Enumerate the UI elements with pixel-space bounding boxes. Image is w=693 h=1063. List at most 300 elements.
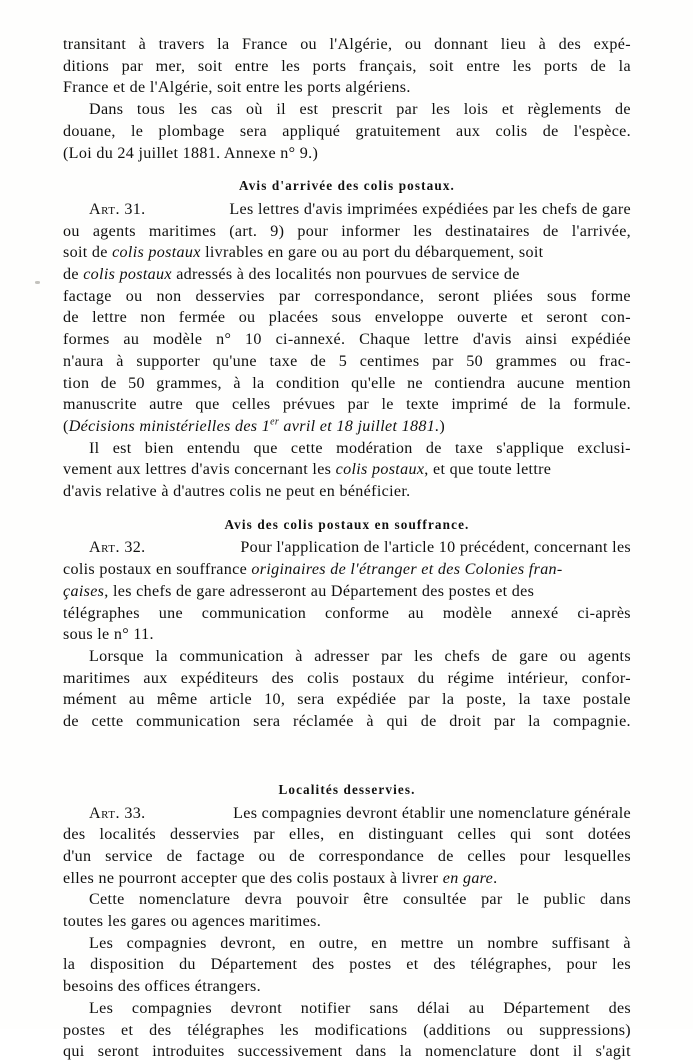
word: pliées — [493, 287, 533, 305]
word: entre — [234, 57, 269, 75]
article-label-group — [89, 537, 145, 559]
word: de — [63, 309, 79, 327]
text-line — [63, 846, 631, 868]
word: taxe — [269, 352, 298, 370]
word: par — [432, 352, 454, 370]
word: postaux — [352, 669, 405, 687]
word: délai — [417, 999, 451, 1017]
word: et — [501, 101, 515, 119]
word: cette — [91, 713, 124, 731]
article-31 — [63, 199, 631, 438]
text-line — [63, 624, 631, 646]
word: mettre — [400, 934, 444, 952]
spacer — [63, 503, 631, 514]
emphasis-colis-postaux: colis postaux — [335, 461, 425, 479]
text-line — [63, 199, 631, 221]
word: informer — [341, 222, 401, 240]
word: ou — [238, 309, 256, 327]
word: pouvoir — [296, 891, 349, 909]
text-line — [63, 911, 631, 933]
text-line — [63, 998, 631, 1020]
text-line — [63, 668, 631, 690]
word: qui — [63, 1043, 85, 1061]
word: à — [366, 713, 374, 731]
line-text: Les lettres d'avis imprimées expédiées par les chefs de gare — [229, 200, 631, 218]
word: correspondance — [318, 847, 425, 865]
word: grammes, — [156, 374, 222, 392]
word: article — [209, 691, 252, 709]
word: taxe — [454, 439, 484, 457]
word: nombre — [487, 934, 539, 952]
word: elles, — [289, 826, 325, 844]
word: expédiée — [336, 691, 397, 709]
word: consultée — [403, 891, 467, 909]
word: taxe — [542, 691, 571, 709]
word: gare — [519, 647, 549, 665]
article-number: 31. — [124, 200, 146, 218]
word: (additions — [423, 1021, 491, 1039]
word: desservies — [195, 287, 265, 305]
line-text: colis postaux en souffrance originaires de l'étranger et des Colonies fran- — [63, 561, 563, 579]
text-line — [63, 56, 631, 78]
word: et — [520, 309, 534, 327]
word: être — [363, 891, 389, 909]
word: de — [310, 352, 327, 370]
word: au — [123, 331, 140, 349]
word: du — [417, 669, 435, 687]
word: des — [271, 669, 294, 687]
word: expédiée — [571, 331, 631, 349]
word: introduites — [152, 1043, 225, 1061]
word: ditions — [63, 57, 110, 75]
word: ports — [312, 57, 347, 75]
word: soit — [197, 57, 223, 75]
word: colis — [307, 669, 340, 687]
word: dotées — [587, 826, 631, 844]
word: en — [371, 934, 388, 952]
word: du — [179, 956, 196, 974]
word: au — [408, 604, 424, 622]
word: factage — [63, 287, 112, 305]
text-line — [63, 603, 631, 625]
word: seront — [546, 309, 588, 327]
word: soit — [429, 57, 454, 75]
word: le — [516, 891, 530, 909]
word: de — [590, 57, 607, 75]
word: un — [457, 934, 474, 952]
word: au — [468, 999, 485, 1017]
text-line — [63, 711, 631, 733]
text-line — [63, 1041, 631, 1063]
word: placées — [268, 309, 319, 327]
word: tous — [136, 101, 166, 119]
word: suffisant — [551, 934, 610, 952]
word: mément — [63, 691, 117, 709]
word: prescrit — [331, 101, 383, 119]
word: manuscrite — [63, 396, 137, 414]
word: l'Algérie, — [329, 36, 393, 53]
word: la — [442, 691, 455, 709]
line-text: d'avis relative à d'autres colis ne peut en bénéficier. — [63, 483, 411, 501]
word: qu'une — [212, 352, 257, 370]
line-text: sous le n° 11. — [63, 626, 154, 644]
spacer — [63, 733, 631, 779]
word: lettre — [92, 309, 128, 327]
word: desservies — [170, 826, 240, 844]
article-label: Art. — [89, 539, 120, 557]
paragraph-communication-poste — [63, 646, 631, 733]
text-line — [63, 459, 631, 481]
text-line — [63, 438, 631, 460]
word: les — [431, 101, 451, 119]
word: sous — [331, 309, 362, 327]
word: les — [281, 57, 301, 75]
word: d'avis — [472, 331, 512, 349]
text-line — [63, 954, 631, 976]
word: des — [433, 956, 456, 974]
word: ou — [559, 647, 577, 665]
word: l'espèce. — [573, 122, 631, 140]
text-line — [63, 373, 631, 395]
scan-artifact-speck — [35, 281, 40, 284]
word: de — [491, 647, 508, 665]
word: ouverte — [457, 309, 508, 327]
word: Département — [210, 956, 298, 974]
word: la — [155, 647, 168, 665]
word: formes — [63, 331, 110, 349]
word: adresser — [314, 647, 370, 665]
text-line — [63, 286, 631, 308]
line-text: elles ne pourront accepter que des colis postaux à livrer en gare. — [63, 869, 498, 887]
word: au — [128, 691, 145, 709]
text-line — [63, 933, 631, 955]
word: cette — [290, 439, 323, 457]
word: aux — [143, 669, 168, 687]
word: pour — [297, 222, 329, 240]
word: ou — [125, 287, 143, 305]
word: expéditeurs — [180, 669, 259, 687]
word: n° — [216, 331, 232, 349]
text-line — [63, 537, 631, 559]
word: autre — [149, 396, 183, 414]
paragraph-transit — [63, 34, 631, 99]
word: mention — [575, 374, 631, 392]
text-line — [63, 1020, 631, 1042]
word: entre — [466, 57, 501, 75]
word: de — [289, 847, 305, 865]
word: dans — [600, 891, 631, 909]
word: modèle — [153, 331, 203, 349]
word: que — [253, 439, 278, 457]
word: par — [408, 691, 430, 709]
word: 5 — [338, 352, 348, 370]
section-heading-localites: Localités desservies. — [278, 781, 416, 797]
word: à — [138, 36, 147, 53]
word: formule. — [573, 396, 631, 414]
word: nomenclature — [425, 1043, 517, 1061]
text-line — [63, 242, 631, 264]
word: Département — [503, 999, 590, 1017]
word: postes — [349, 956, 392, 974]
word: ou — [569, 352, 587, 370]
word: ports — [543, 57, 578, 75]
article-number: 32. — [124, 539, 146, 557]
word: par — [381, 647, 403, 665]
word: imprimé — [451, 396, 509, 414]
word: nomenclature — [138, 891, 231, 909]
line-text: Pour l'application de l'article 10 précédent, concernant les — [240, 539, 631, 557]
word: prévues — [282, 396, 336, 414]
word: maritimes — [63, 669, 131, 687]
word: ainsi — [525, 331, 558, 349]
word: modération — [336, 439, 413, 457]
word: droit — [449, 713, 482, 731]
word: Chaque — [359, 331, 411, 349]
word: qui — [510, 826, 532, 844]
word: qui — [386, 713, 409, 731]
word: le — [381, 396, 394, 414]
word: les — [612, 956, 631, 974]
word: sont — [545, 826, 574, 844]
word: sera — [239, 122, 268, 140]
word: et — [406, 956, 419, 974]
line-text: vement aux lettres d'avis concernant les colis postaux, et que toute lettre — [63, 461, 552, 479]
word: sous — [546, 287, 577, 305]
word: aucune — [516, 374, 565, 392]
word: celles — [457, 826, 497, 844]
word: le — [131, 122, 144, 140]
word: exclusi- — [577, 439, 631, 457]
word: de — [615, 101, 631, 119]
text-line — [63, 143, 631, 165]
word: service — [105, 847, 153, 865]
word: devra — [244, 891, 283, 909]
word: aux — [455, 122, 481, 140]
text-line — [63, 394, 631, 416]
word: s'applique — [496, 439, 565, 457]
word: communication — [179, 647, 284, 665]
word: ou — [63, 222, 80, 240]
article-number: 33. — [124, 804, 146, 822]
word: de — [542, 222, 559, 240]
word: compagnies — [126, 934, 207, 952]
word: règlements — [527, 101, 602, 119]
word: par — [481, 891, 503, 909]
word: (art. — [229, 222, 258, 240]
word: de — [63, 713, 79, 731]
word: correspondance, — [314, 287, 425, 305]
word: et — [121, 1021, 134, 1039]
word: contiendra — [434, 374, 506, 392]
word: colis — [495, 122, 528, 140]
word: par — [347, 396, 370, 414]
word: la — [548, 396, 562, 414]
word: compagnie. — [553, 713, 631, 731]
article-32 — [63, 537, 631, 646]
emphasis-en-gare: en gare — [442, 869, 494, 887]
word: télégraphes — [187, 1021, 265, 1039]
word: les — [512, 57, 532, 75]
word: expé- — [593, 36, 631, 53]
word: bien — [144, 439, 174, 457]
word: postes — [63, 1021, 106, 1039]
word: dans — [355, 1043, 387, 1061]
word: la — [618, 57, 631, 75]
text-line — [63, 646, 631, 668]
word: il — [276, 101, 286, 119]
word: outre, — [318, 934, 358, 952]
word: chefs — [444, 647, 481, 665]
article-label: Art. — [89, 804, 120, 822]
word: de — [100, 374, 117, 392]
word: France — [241, 36, 288, 53]
word: réclamée — [293, 713, 354, 731]
word: appliqué — [282, 122, 341, 140]
word: s'agit — [595, 1043, 631, 1061]
word: devront — [230, 999, 283, 1017]
word: la — [217, 36, 230, 53]
text-line — [63, 416, 631, 438]
word: plombage — [158, 122, 225, 140]
word: devront, — [220, 934, 276, 952]
word: annexé — [511, 604, 559, 622]
word: Cette — [89, 891, 125, 909]
word: la — [63, 956, 76, 974]
line-text: besoins des offices étrangers. — [63, 978, 261, 996]
article-label-group — [89, 803, 145, 825]
word: de — [420, 713, 437, 731]
word: que — [195, 396, 220, 414]
word: postale — [582, 691, 631, 709]
line-text: Les compagnies devront établir une nomenclature générale — [233, 804, 631, 822]
word: les — [414, 647, 433, 665]
word: communication — [136, 713, 241, 731]
word: de — [542, 122, 559, 140]
word: en — [289, 934, 306, 952]
word: Les — [89, 934, 114, 952]
word: par — [121, 57, 144, 75]
word: 9) — [270, 222, 285, 240]
word: gratuitement — [355, 122, 441, 140]
word: tion — [63, 374, 90, 392]
word: non — [156, 287, 182, 305]
word: texte — [406, 396, 439, 414]
word: qu'elle — [351, 374, 396, 392]
word: même — [156, 691, 198, 709]
word: à — [295, 647, 303, 665]
word: conforme — [324, 604, 390, 622]
word: des — [608, 999, 631, 1017]
word: compagnies — [131, 999, 212, 1017]
word: modèle — [442, 604, 493, 622]
text-line — [63, 824, 631, 846]
word: n'aura — [63, 352, 104, 370]
article-33 — [63, 803, 631, 890]
word: ou — [258, 847, 276, 865]
line-text: soit de colis postaux livrables en gare ou au port du débarquement, soit — [63, 244, 544, 262]
text-line — [63, 581, 631, 603]
word: mer, — [155, 57, 186, 75]
word: dont — [529, 1043, 560, 1061]
word: seront — [438, 287, 480, 305]
word: des — [149, 1021, 172, 1039]
section-heading-avis-arrivee: Avis d'arrivée des colis postaux. — [239, 178, 455, 194]
word: 50 — [466, 352, 484, 370]
word: celles — [467, 847, 506, 865]
word: par — [278, 287, 301, 305]
paragraph-notification-modifications — [63, 998, 631, 1063]
line-text: çaises, les chefs de gare adresseront au Département des postes et des — [63, 582, 535, 600]
word: centimes — [359, 352, 420, 370]
word: à — [538, 36, 547, 53]
text-line — [63, 121, 631, 143]
word: supporter — [136, 352, 201, 370]
text-line — [63, 803, 631, 825]
word: disposition — [90, 956, 165, 974]
word: de — [437, 847, 454, 865]
word: successivement — [237, 1043, 343, 1061]
text-line — [63, 221, 631, 243]
word: distinguant — [368, 826, 444, 844]
word: localités — [99, 826, 156, 844]
word: la — [399, 1043, 412, 1061]
text-line — [63, 264, 631, 286]
page-text-block — [63, 34, 631, 1063]
word: agents — [587, 647, 631, 665]
word: celles — [231, 396, 271, 414]
word: ou — [404, 36, 422, 53]
word: une — [158, 604, 183, 622]
word: en — [338, 826, 355, 844]
word: pour — [566, 956, 598, 974]
word: des — [63, 826, 86, 844]
word: français, — [358, 57, 417, 75]
ordinal-suffix: er — [270, 416, 280, 428]
emphasis-colis-postaux: colis postaux — [83, 266, 172, 284]
word: lois — [463, 101, 489, 119]
word: notifier — [300, 999, 351, 1017]
word: des — [558, 36, 582, 53]
text-line — [63, 351, 631, 373]
word: public — [543, 891, 586, 909]
word: 10 — [245, 331, 262, 349]
word: cas — [210, 101, 233, 119]
word: maritimes — [148, 222, 217, 240]
word: des — [312, 956, 335, 974]
text-line — [63, 307, 631, 329]
word: est — [112, 439, 132, 457]
word: de — [425, 439, 442, 457]
word: à — [623, 934, 631, 952]
word: où — [246, 101, 263, 119]
word: modifications — [314, 1021, 408, 1039]
text-line — [63, 868, 631, 890]
text-line — [63, 481, 631, 503]
word: il — [572, 1043, 583, 1061]
article-label: Art. — [89, 200, 120, 218]
word: à — [116, 352, 124, 370]
word: Il — [89, 439, 100, 457]
word: intérieur, — [507, 669, 569, 687]
text-line — [63, 689, 631, 711]
word: de — [520, 396, 537, 414]
spacer — [63, 164, 631, 175]
word: 10, — [264, 691, 286, 709]
word: ou — [506, 1021, 524, 1039]
word: les — [178, 101, 198, 119]
word: grammes — [495, 352, 557, 370]
emphasis-originaires: çaises — [63, 582, 105, 600]
